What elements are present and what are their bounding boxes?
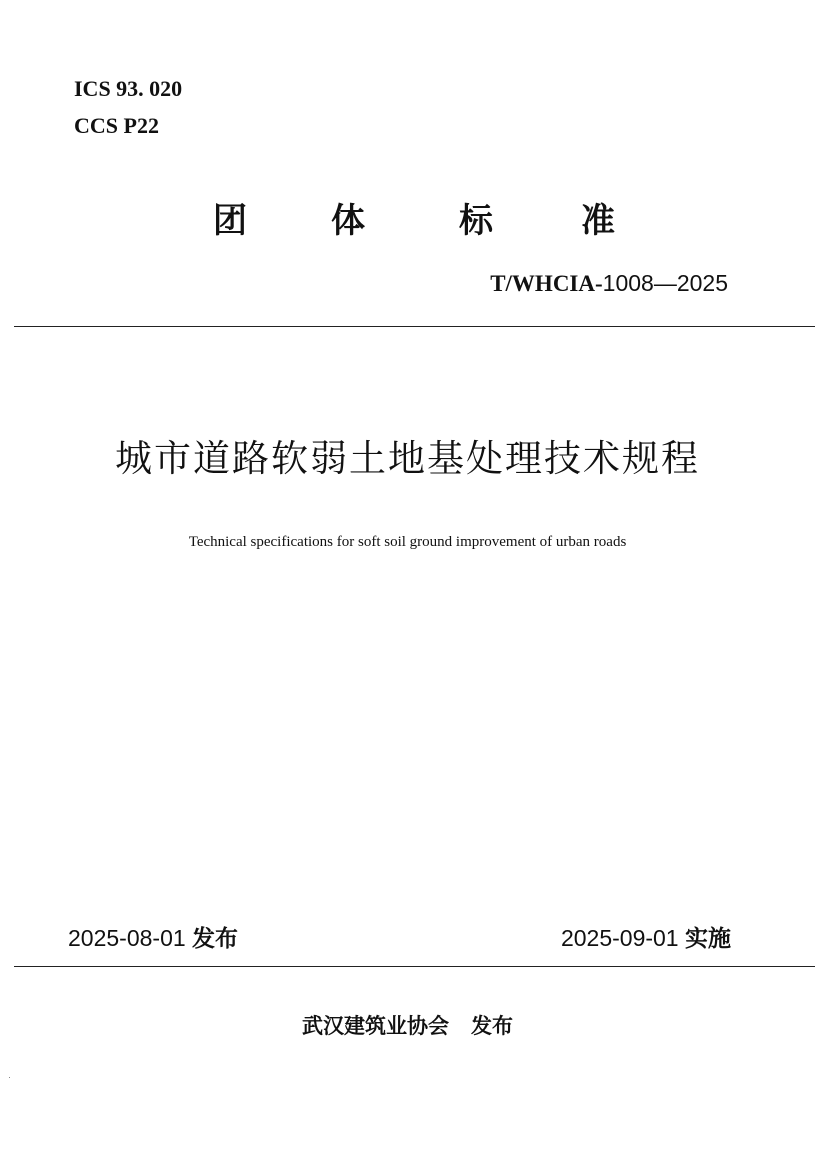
title-chinese: 城市道路软弱土地基处理技术规程 [115, 437, 700, 480]
classification-codes [74, 70, 182, 144]
doc-type-char: 团 [213, 201, 247, 241]
doc-type-char: 体 [331, 201, 365, 241]
issue-date: 2025-08-01 [68, 925, 186, 951]
ccs-code: CCS P22 [74, 113, 159, 138]
standard-prefix: T/WHCIA- [490, 271, 603, 296]
implement-label: 实施 [685, 926, 731, 952]
top-divider [14, 326, 815, 327]
doc-type-char: 标 [459, 201, 493, 241]
issue-label: 发布 [192, 926, 239, 952]
document-type-heading [0, 196, 815, 246]
standard-code: 1008—2025 [602, 270, 728, 296]
issue-date-line [68, 920, 238, 953]
title-english: Technical specifications for soft soil ground improvement of urban roads [188, 534, 627, 550]
ics-code: ICS 93. 020 [74, 76, 183, 101]
publisher-name: 武汉建筑业协会 [302, 1014, 450, 1038]
standard-number [490, 270, 728, 297]
implement-date: 2025-09-01 [560, 925, 679, 951]
doc-type-char: 准 [581, 201, 615, 241]
bottom-divider [14, 966, 815, 967]
publisher-line [0, 1010, 815, 1040]
publisher-action: 发布 [470, 1014, 513, 1038]
scan-speck [9, 1077, 10, 1078]
implement-date-line [561, 920, 731, 953]
